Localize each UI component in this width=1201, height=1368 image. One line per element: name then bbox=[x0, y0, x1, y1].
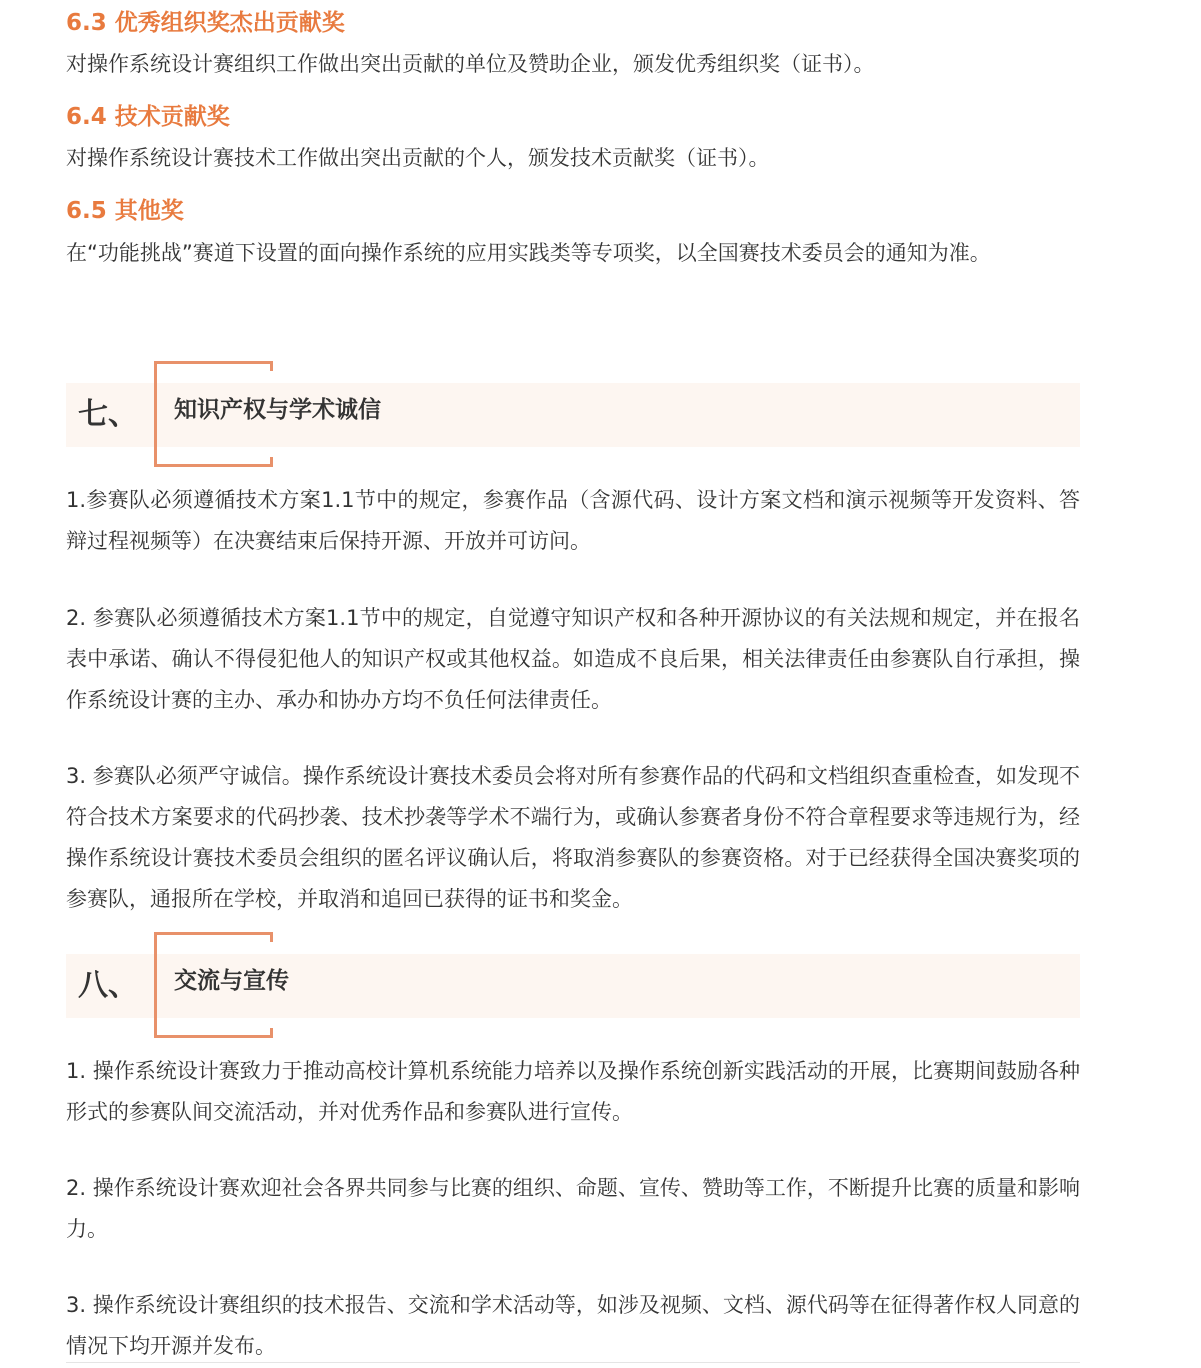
award-heading-6-3: 6.3 优秀组织奖杰出贡献奖 bbox=[66, 10, 345, 36]
section-7-number: 七、 bbox=[78, 397, 138, 432]
section-8-number: 八、 bbox=[78, 968, 138, 1003]
section-7-title: 知识产权与学术诚信 bbox=[174, 397, 381, 423]
bottom-divider bbox=[66, 1362, 1080, 1363]
section-8-paragraph-1: 1. 操作系统设计赛致力于推动高校计算机系统能力培养以及操作系统创新实践活动的开展，比赛期间鼓励各种形式的参赛队间交流活动，并对优秀作品和参赛队进行宣传。 bbox=[66, 1059, 1080, 1124]
section-7-paragraph-1: 1.参赛队必须遵循技术方案1.1节中的规定，参赛作品（含源代码、设计方案文档和演示视频等开发资料、答辩过程视频等）在决赛结束后保持开源、开放并可访问。 bbox=[66, 488, 1080, 553]
section-7-paragraph-3: 3. 参赛队必须严守诚信。操作系统设计赛技术委员会将对所有参赛作品的代码和文档组织查重检查，如发现不符合技术方案要求的代码抄袭、技术抄袭等学术不端行为，或确认参赛者身份不符合章程要求等违规行为，经操作系统设计赛技术委员会组织的匿名评议确认后，将取消参赛队的参赛资格。对于已经获得全国决赛奖项的参赛队，通报所在学校，并取消和追回已获得的证书和奖金。 bbox=[66, 764, 1080, 911]
award-text-6-5: 在“功能挑战”赛道下设置的面向操作系统的应用实践类等专项奖，以全国赛技术委员会的通知为准。 bbox=[66, 241, 991, 265]
section-8-paragraph-3: 3. 操作系统设计赛组织的技术报告、交流和学术活动等，如涉及视频、文档、源代码等在征得著作权人同意的情况下均开源并发布。 bbox=[66, 1293, 1080, 1358]
section-8-title: 交流与宣传 bbox=[174, 968, 289, 994]
award-heading-6-4: 6.4 技术贡献奖 bbox=[66, 104, 230, 130]
section-7-paragraph-2: 2. 参赛队必须遵循技术方案1.1节中的规定，自觉遵守知识产权和各种开源协议的有关法规和规定，并在报名表中承诺、确认不得侵犯他人的知识产权或其他权益。如造成不良后果，相关法律责任由参赛队自行承担，操作系统设计赛的主办、承办和协办方均不负任何法律责任。 bbox=[66, 606, 1080, 712]
award-heading-6-5: 6.5 其他奖 bbox=[66, 198, 184, 224]
section-8-paragraph-2: 2. 操作系统设计赛欢迎社会各界共同参与比赛的组织、命题、宣传、赞助等工作，不断提升比赛的质量和影响力。 bbox=[66, 1176, 1080, 1241]
award-text-6-3: 对操作系统设计赛组织工作做出突出贡献的单位及赞助企业，颁发优秀组织奖（证书）。 bbox=[66, 52, 875, 76]
award-text-6-4: 对操作系统设计赛技术工作做出突出贡献的个人，颁发技术贡献奖（证书）。 bbox=[66, 146, 770, 170]
